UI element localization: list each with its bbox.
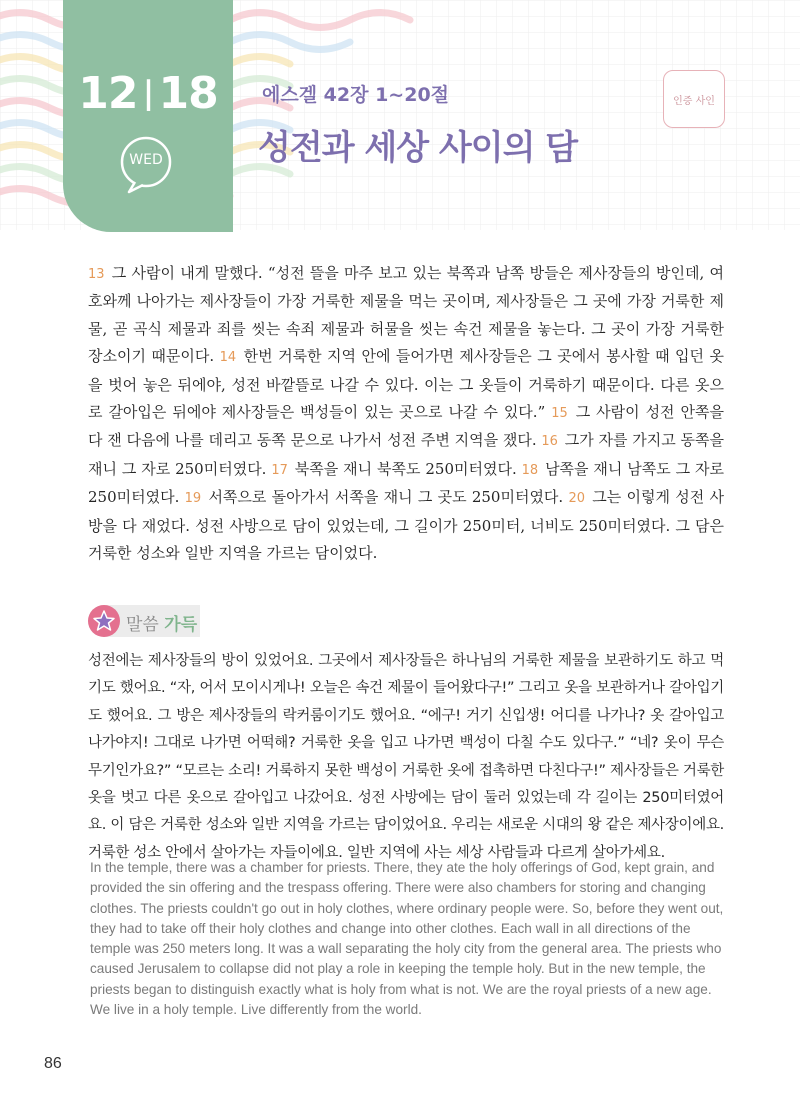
section-title [126, 610, 197, 635]
commentary-text: 성전에는 제사장들의 방이 있었어요. 그곳에서 제사장들은 하나님의 거룩한 제물을 보관하기도 하고 먹기도 했어요. “자, 어서 모이시게나! 오늘은 속건 제물이 들어왔다구!” 그리고 옷을 보관하거나 갈아입기도 했어요. 그 방은 제사장들의 락커룸이기도 했어요. “에구! 거기 신입생! 어디를 나가나? 옷 갈아입고 나가야지! 그대로 나가면 어떡해? 거룩한 옷을 입고 나가면 백성이 다칠 수도 있다구.” “네? 옷이 무슨 무기인가요?” “모르는 소리! 거룩하지 못한 백성이 거룩한 옷에 접촉하면 다친다구!” 제사장들은 거룩한 옷을 벗고 다른 옷으로 갈아입고 나갔어요. 성전 사방에는 담이 둘러 있었는데 각 길이는 250미터였어요. 이 담은 거룩한 성소와 일반 지역을 가르는 담이었어요. 우리는 새로운 시대의 왕 같은 제사장이에요. 거룩한 성소 안에서 살아가는 자들이에요. 일반 지역에 사는 세상 사람들과 다르게 살아가세요. [88, 653, 724, 861]
scripture-text [88, 260, 724, 567]
verification-stamp-box[interactable] [663, 70, 725, 128]
english-translation: In the temple, there was a chamber for priests. There, they ate the holy offerings of God, kept grain, and provided the sin offering and the trespass offering. There were also chambers for storing and changing clothes. The priests couldn't go out in holy clothes, where ordinary people were. So, before they went out, they had to take off their holy clothes and change into other clothes. Each wall in all directions of the temple was 250 meters long. It was a wall separating the holy city from the general area. The priests who caused Jerusalem to collapse did not play a role in keeping the temple holy. But in the new temple, the priests began to distinguish exactly what is holy from what is not. We are the royal priests of a new age. We live in a holy temple. Live differently from the world. [90, 860, 724, 1018]
date-month: 12 [78, 68, 138, 119]
date-tab [63, 0, 233, 232]
verse-text: 그가 자를 가지고 동쪽을 재니 그 자로 250미터였다. [88, 431, 724, 478]
section-title-part1: 말씀 [126, 615, 159, 635]
verse-text: 한번 거룩한 지역 안에 들어가면 제사장들은 그 곳에서 봉사할 때 입던 옷을 벗어 놓은 뒤에야, 성전 바깥뜰로 나갈 수 있다. 이는 그 옷들이 거룩하기 때문이다. 다른 옷으로 갈아입은 뒤에야 제사장들은 백성들이 있는 곳으로 나갈 수 있다.” [88, 347, 724, 422]
section-title-part2: 가득 [164, 615, 198, 635]
verse-number: 20 [568, 491, 586, 507]
verse-number: 18 [521, 462, 539, 478]
verse-text: 그 사람이 내게 말했다. “성전 뜰을 마주 보고 있는 북쪽과 남쪽 방들은 제사장들의 방인데, 여호와께 나아가는 제사장들이 가장 거룩한 제물을 먹는 곳이며, 제사장들은 그 곳에 가장 거룩한 제물, 곧 곡식 제물과 죄를 씻는 속죄 제물과 허물을 씻는 속건 제물을 놓는다. 그 곳이 가장 거룩한 장소이기 때문이다. [88, 264, 724, 366]
verse-text: 그는 이렇게 성전 사방을 다 재었다. 성전 사방으로 담이 있었는데, 그 길이가 250미터, 너비도 250미터였다. 그 담은 거룩한 성소와 일반 지역을 가르는 담이었다. [88, 488, 724, 563]
page-title: 성전과 세상 사이의 담 [258, 128, 578, 168]
section-badge [88, 605, 120, 637]
date: 12 ǀ 18 [78, 68, 218, 119]
scripture-reference: 에스겔 42장 1~20절 [262, 84, 450, 106]
verse-number: 15 [551, 406, 568, 422]
verse-text: 북쪽을 재니 북쪽도 250미터였다. [294, 459, 517, 478]
verse-text: 서쪽으로 돌아가서 서쪽을 재니 그 곳도 250미터였다. [208, 488, 564, 507]
verse-number: 19 [184, 491, 202, 507]
page-number: 86 [44, 1055, 62, 1072]
date-day: 18 [158, 68, 218, 119]
weekday: WED [129, 152, 163, 168]
verse-text: 남쪽을 재니 남쪽도 그 자로 250미터였다. [88, 459, 724, 507]
stamp-label: 인증 사인 [673, 96, 715, 107]
verse-number: 14 [219, 350, 237, 366]
verse-number: 17 [271, 462, 288, 478]
verse-text: 그 사람이 성전 안쪽을 다 잰 다음에 나를 데리고 동쪽 문으로 나가서 성전 주변 지역을 쟀다. [88, 403, 724, 450]
star-icon [88, 605, 120, 637]
verse-number: 13 [88, 267, 105, 282]
verse-number: 16 [541, 434, 558, 450]
weekday-bubble [119, 136, 173, 190]
